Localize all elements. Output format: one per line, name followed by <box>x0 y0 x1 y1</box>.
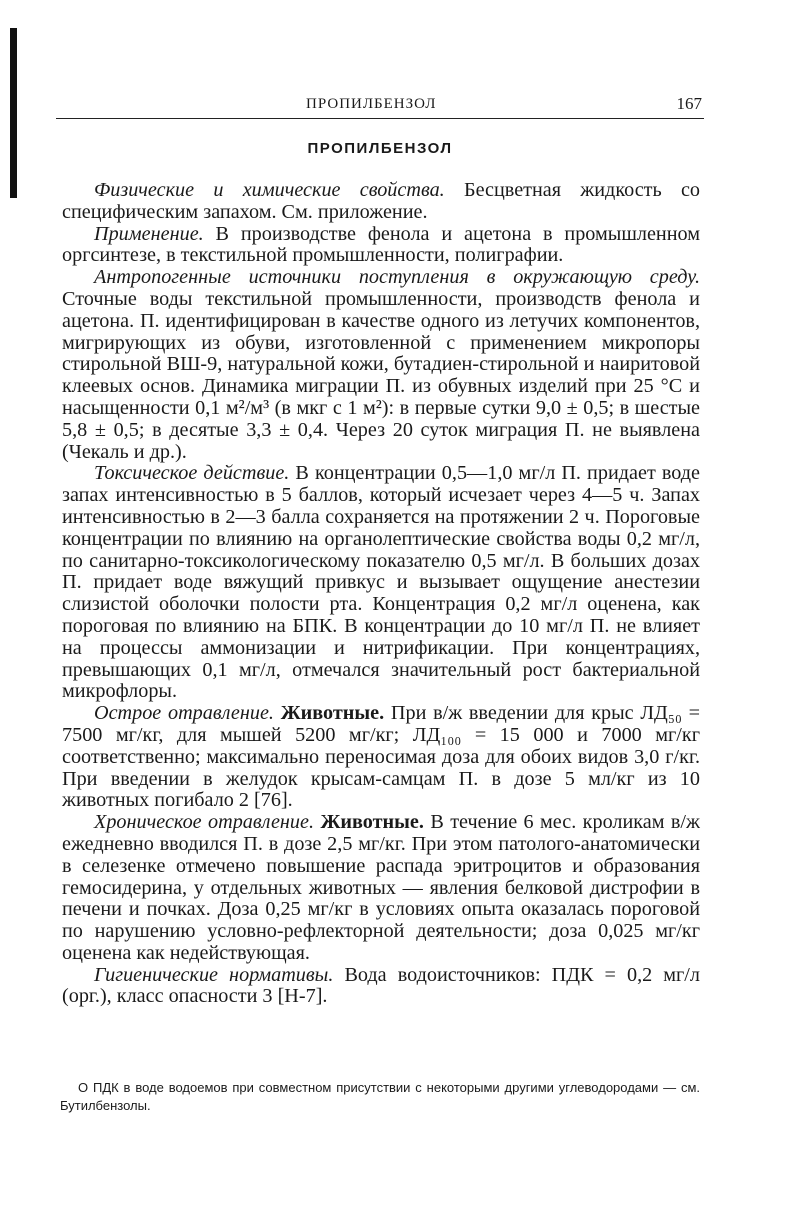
footnote-text: О ПДК в воде водоемов при совместном присутствии с некоторыми другими углеводородами — см. Бутилбензолы. <box>60 1080 700 1113</box>
section-toxic-action <box>62 463 700 703</box>
article-title: ПРОПИЛБЕНЗОЛ <box>307 140 453 157</box>
section-label: Острое отравление. <box>94 702 274 725</box>
section-label: Токсическое действие. <box>94 462 290 485</box>
section-label: Физические и химические свойства. <box>94 179 445 201</box>
section-text: В концентрации 0,5—1,0 мг/л П. придает воде запах интенсивностью в 5 баллов, который исчезает через 4—5 ч. Запах интенсивностью в 2—3 балла сохраняется на протяжении 2 ч. Пороговые концентрации по влиянию на органолептические свойства воды 0,2 мг/л, по санитарно-токсикологическому показателю 0,5 мг/л. В больших дозах П. придает воде вяжущий привкус и вызывает ощущение анестезии слизистой оболочки полости рта. Концентрация 0,2 мг/л оценена, как пороговая по влиянию на БПК. В концентрации до 10 мг/л П. не влияет на процессы аммонизации и нитрификации. При концентрациях, превышающих 0,1 мг/л, отмечался значительный рост бактериальной микрофлоры. <box>62 462 700 703</box>
section-subject: Животные. <box>314 811 424 834</box>
section-hygiene-standards <box>62 965 700 1009</box>
section-text: В течение 6 мес. кроликам в/ж ежедневно вводился П. в дозе 2,5 мг/кг. При этом патолого-анатомически в селезенке отмечено повышение распада эритроцитов и образования гемосидерина, у отдельных животных — явления белковой дистрофии в печени и почках. Доза 0,25 мг/кг в условиях опыта оказалась пороговой по нарушению условно-рефлекторной деятельности; доза 0,025 мг/кг оценена как недействующая. <box>62 811 700 964</box>
margin-scan-bar <box>10 28 17 198</box>
section-label: Хроническое отравление. <box>94 811 315 834</box>
section-acute-poisoning <box>62 703 700 812</box>
section-subject: Животные. <box>273 702 385 725</box>
running-title: ПРОПИЛБЕНЗОЛ <box>306 96 437 112</box>
running-header <box>56 96 704 119</box>
page-number: 167 <box>676 94 702 113</box>
section-application <box>62 224 700 268</box>
section-label: Гигиенические нормативы. <box>94 963 334 986</box>
section-text: Бесцветная жидкость со специфическим запахом. См. приложение. <box>62 179 701 223</box>
section-chronic-poisoning <box>62 812 700 965</box>
section-text: В производстве фенола и ацетона в промышленном оргсинтезе, в текстильной промышленности, полиграфии. <box>62 222 700 267</box>
section-text: Сточные воды текстильной промышленности, производств фенола и ацетона. П. идентифицирован в качестве одного из летучих компонентов, мигрирующих из обуви, изготовленной с применением микропоры стирольной ВШ-9, натуральной кожи, бутадиен-стирольной и наиритовой клеевых основ. Динамика миграции П. из обувных изделий при 25 °С и насыщенности 0,1 м²/м³ (в мкг с 1 м²): в первые сутки 9,0 ± 0,5; в шестые 5,8 ± 0,5; в десятые 3,3 ± 0,4. Через 20 суток миграция П. не выявлена (Чекаль и др.). <box>62 287 700 463</box>
section-label: Применение. <box>94 222 204 245</box>
section-physical-properties <box>62 180 700 224</box>
article-body <box>62 180 700 1008</box>
section-label: Антропогенные источники поступления в окружающую среду. <box>94 266 700 289</box>
section-text: При в/ж введении для крыс ЛД₅₀ = 7500 мг/кг, для мышей 5200 мг/кг; ЛД₁₀₀ = 15 000 и 7000 мг/кг соответственно; максимально переносимая доза для обоих видов 3,0 г/кг. При введении в желудок крысам-самцам П. в дозе 5 мл/кг из 10 животных погибало 2 [76]. <box>62 702 700 812</box>
footnote <box>60 1079 700 1115</box>
section-text: Вода водоисточников: ПДК = 0,2 мг/л (орг.), класс опасности 3 [Н-7]. <box>62 963 700 1008</box>
section-sources <box>62 267 700 463</box>
